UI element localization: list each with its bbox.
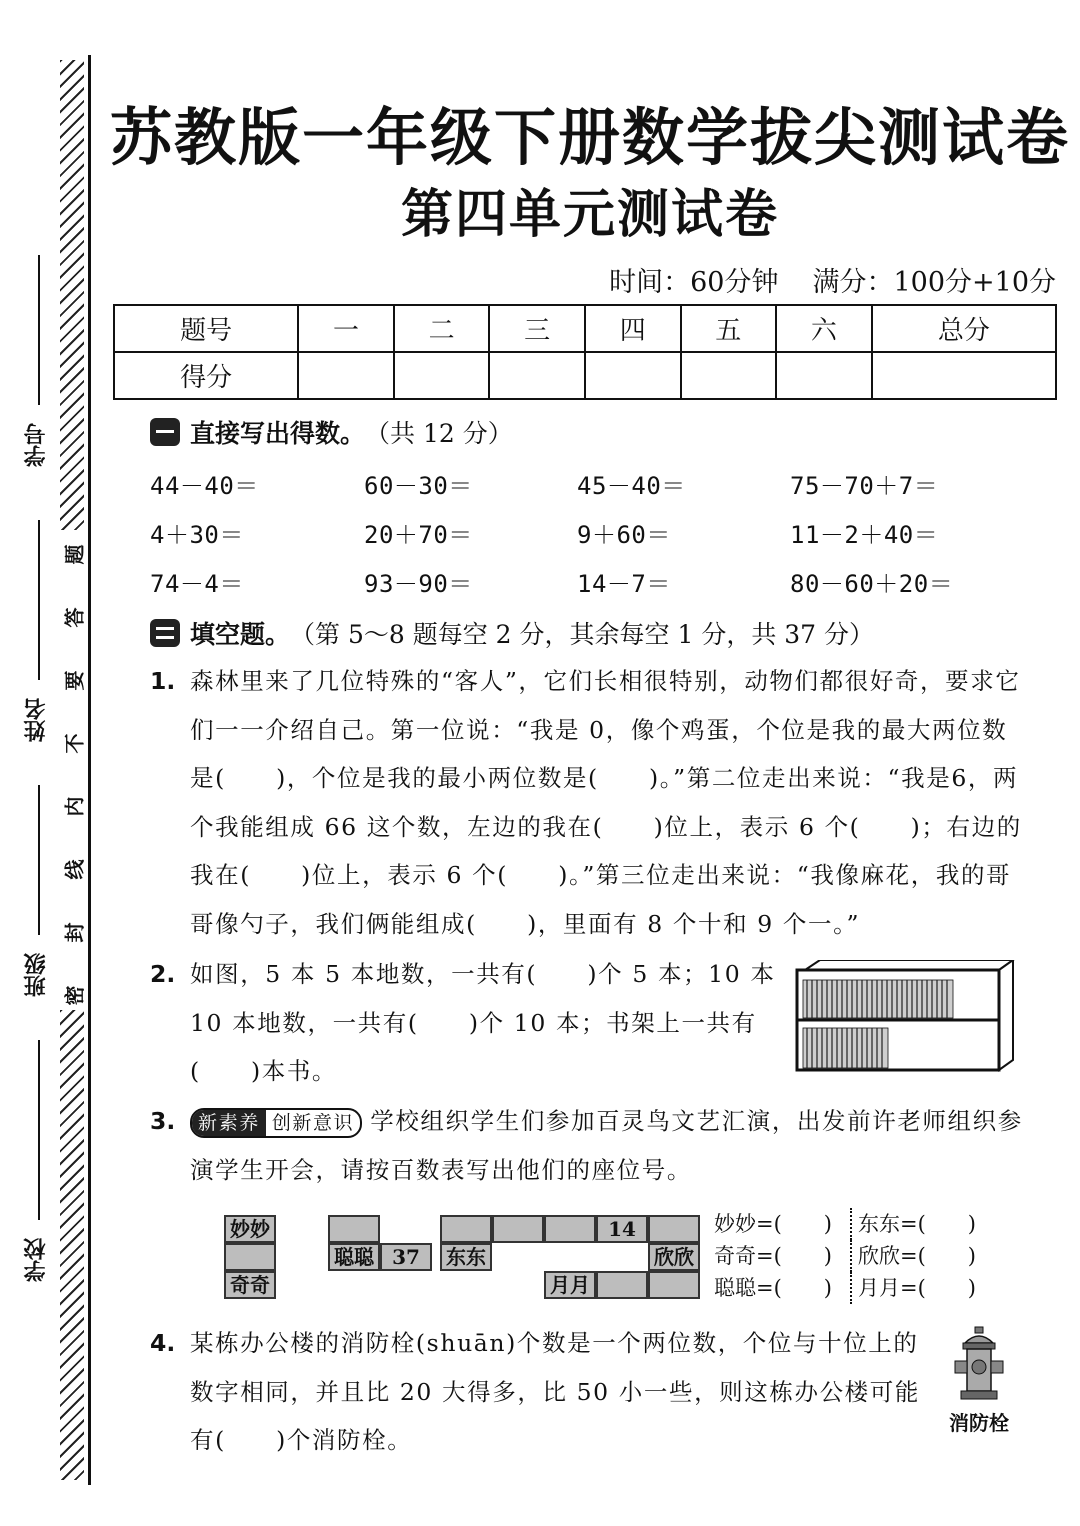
calc-item: 60－30＝ [364,472,473,500]
score-header-cell: 二 [394,305,490,352]
calc-item: 45－40＝ [577,472,686,500]
answer-row [714,1240,976,1272]
question-3-text: 学校组织学生们参加百灵鸟文艺汇演，出发前许老师组织参演学生开会，请按百数表写出他们的座位号。 [190,1107,1023,1184]
calc-item: 9＋60＝ [577,521,671,549]
question-number: 3. [150,1107,176,1135]
calc-item: 74－4＝ [150,570,244,598]
page-subtitle: 第四单元测试卷 [400,184,779,245]
question-number: 2. [150,960,176,988]
seal-char: 题 [62,544,87,565]
tag-left: 新素养 [192,1110,266,1136]
calc-item: 20＋70＝ [364,521,473,549]
score-header-cell: 一 [298,305,394,352]
chart-cell [328,1215,380,1243]
score-blank-cell[interactable] [394,352,490,399]
score-header-cell: 四 [585,305,681,352]
seal-char: 不 [62,733,87,754]
class-blank[interactable] [38,785,40,935]
answer-row [714,1208,976,1240]
score-blank-cell[interactable] [872,352,1056,399]
seal-char: 要 [62,670,87,691]
question-3 [150,1097,1030,1194]
chart-cell [648,1271,700,1299]
chart-cell-37: 37 [380,1243,432,1271]
score-blank-cell[interactable] [585,352,681,399]
chart-cell [492,1215,544,1243]
score-blank-cell[interactable] [298,352,394,399]
chart-cell-dongdong: 东东 [440,1243,492,1271]
section-2-heading [150,615,874,651]
exam-full-score: 满分：100分+10分 [812,267,1056,298]
question-1-text: 森林里来了几位特殊的“客人”，它们长相很特别，动物们都很好奇，要求它们一一介绍自己。第一位说：“我是 0，像个鸡蛋，个位是我的最大两位数是( )，个位是我的最小两位数是( )。”第二位走出来说：“我是6，两个我能组成 66 这个数，左边的我在( )位上，表示 6 个( )；右边的我在( )位上，表示 6 个( )。”第三位走出来说：“我像麻花，我的哥哥像勺子，我们俩能组成( )，里面有 8 个十和 9 个一。” [190,667,1022,938]
section-2-number-icon [150,619,180,647]
chart-cell-yueyue: 月月 [544,1271,596,1299]
score-table [113,304,1057,400]
score-header-cell: 五 [681,305,777,352]
question-number: 1. [150,667,176,695]
tag-right: 创新意识 [271,1111,355,1134]
answer-blank[interactable]: 欣欣=( ) [850,1240,976,1272]
chart-cell [440,1215,492,1243]
class-label: 班级 [23,953,49,997]
score-blank-cell[interactable] [681,352,777,399]
seal-char: 密 [62,985,87,1006]
binding-hatch-bottom [60,1010,84,1480]
section-1-note: （共 12 分） [365,419,513,448]
score-header-cell: 总分 [872,305,1056,352]
seal-char: 线 [62,859,87,880]
question-2 [150,950,790,1096]
chart-cell-congcong: 聪聪 [328,1243,380,1271]
calc-item: 4＋30＝ [150,521,244,549]
chart-cell-miaomiao: 妙妙 [224,1215,276,1243]
score-table-header-row [114,305,1056,352]
literacy-tag [190,1108,362,1138]
calc-item: 14－7＝ [577,570,671,598]
chart-cell [544,1215,596,1243]
calc-item: 93－90＝ [364,570,473,598]
section-1-heading [150,414,513,450]
student-id-label: 学号 [23,423,49,467]
section-1-number-icon [150,418,180,446]
name-blank[interactable] [38,520,40,680]
seat-answers [714,1208,976,1304]
section-2-note: （第 5～8 题每空 2 分，其余每空 1 分，共 37 分） [290,620,875,649]
fire-hydrant-icon [949,1325,1009,1401]
answer-row [714,1272,976,1304]
seal-char: 封 [62,922,87,943]
score-header-cell: 题号 [114,305,298,352]
chart-cell [596,1271,648,1299]
calc-item: 75－70＋7＝ [790,472,939,500]
name-label: 姓名 [23,698,49,742]
chart-cell-qiqi: 奇奇 [224,1271,276,1299]
question-4-text: 某栋办公楼的消防栓(shuān)个数是一个两位数，个位与十位上的数字相同，并且比 20 大得多，比 50 小一些，则这栋办公楼可能有( )个消防栓。 [190,1329,920,1454]
score-row-label: 得分 [114,352,298,399]
section-1-title: 直接写出得数。 [190,419,366,448]
chart-cell [648,1215,700,1243]
exam-time: 时间：60分钟 [609,267,779,298]
school-blank[interactable] [38,1040,40,1220]
answer-blank[interactable]: 妙妙=( ) [714,1212,832,1236]
question-2-text: 如图，5 本 5 本地数，一共有( )个 5 本；10 本 10 本地数，一共有( )个 10 本；书架上一共有( )本书。 [190,960,776,1085]
school-label: 学校 [23,1238,49,1282]
seal-char: 内 [62,796,87,817]
score-header-cell: 六 [776,305,872,352]
bookshelf-image [795,960,1015,1072]
question-1 [150,657,1030,948]
score-header-cell: 三 [489,305,585,352]
question-number: 4. [150,1329,176,1357]
score-blank-cell[interactable] [489,352,585,399]
binding-hatch-top [60,60,84,530]
calc-item: 11－2＋40＝ [790,521,939,549]
seal-char: 答 [62,607,87,628]
exam-meta [575,260,1056,299]
student-id-blank[interactable] [38,255,40,405]
calc-item: 80－60＋20＝ [790,570,954,598]
fire-hydrant-figure [944,1325,1014,1436]
chart-cell [224,1243,276,1271]
binding-line [88,55,91,1485]
question-4 [150,1319,930,1465]
answer-blank[interactable]: 奇奇=( ) [714,1244,832,1268]
fire-hydrant-label: 消防栓 [949,1411,1009,1435]
answer-blank[interactable]: 月月=( ) [850,1272,976,1304]
page-title: 苏教版一年级下册数学拔尖测试卷 [109,101,1070,174]
chart-cell-14: 14 [596,1215,648,1243]
answer-blank[interactable]: 聪聪=( ) [714,1276,832,1300]
score-blank-cell[interactable] [776,352,872,399]
score-table-score-row [114,352,1056,399]
calc-item: 44－40＝ [150,472,259,500]
answer-blank[interactable]: 东东=( ) [850,1208,976,1240]
chart-cell-xinxin: 欣欣 [648,1243,700,1271]
section-2-title: 填空题。 [190,620,291,649]
